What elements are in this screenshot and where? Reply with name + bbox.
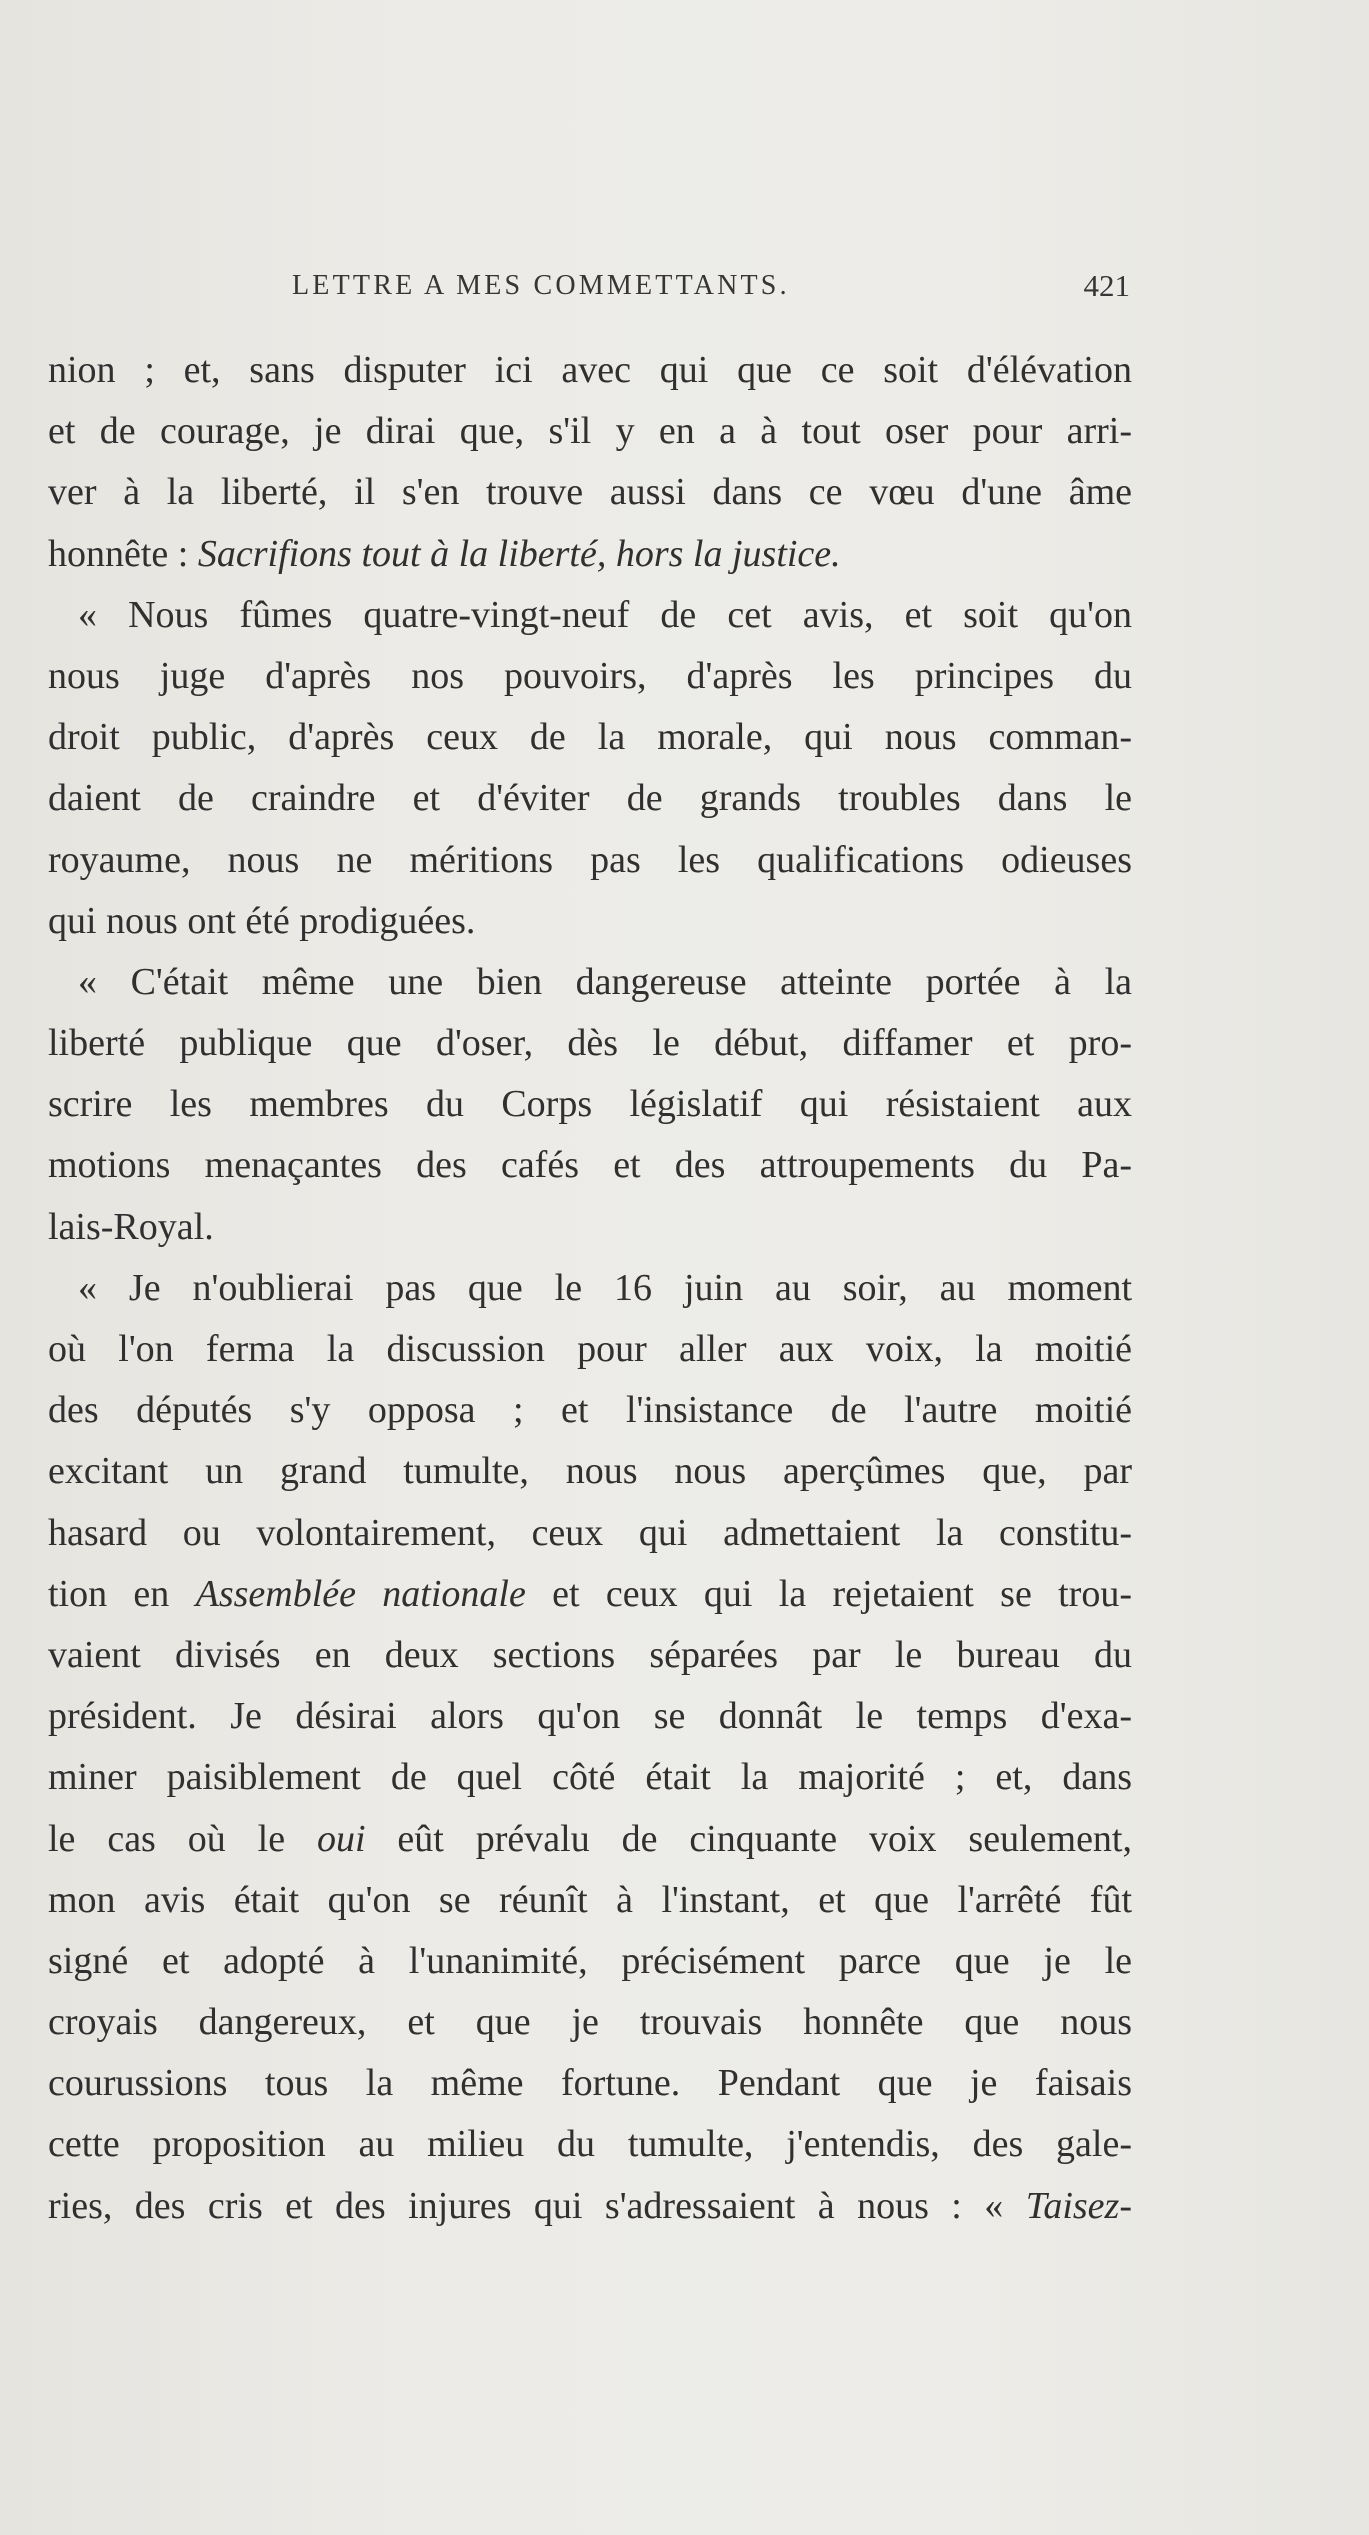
text-line: qui nous ont été prodiguées. [48, 899, 476, 942]
text-line: « C'était même une bien dangereuse atteinte portée à la [78, 960, 1132, 1003]
text-line: « Je n'oublierai pas que le 16 juin au soir, au moment [78, 1266, 1132, 1309]
text-line: courussions tous la même fortune. Pendant que je faisais [48, 2062, 1132, 2105]
running-head [50, 270, 1130, 310]
text-line: scrire les membres du Corps législatif qui résistaient aux [48, 1083, 1132, 1126]
text-line: nous juge d'après nos pouvoirs, d'après les principes du [48, 654, 1132, 697]
text-line: miner paisiblement de quel côté était la majorité ; et, dans [48, 1756, 1132, 1799]
body-text [48, 340, 1132, 2237]
text-line: le cas où le oui eût prévalu de cinquante voix seulement, [48, 1817, 1132, 1860]
text-line: vaient divisés en deux sections séparées par le bureau du [48, 1633, 1132, 1676]
text-line: hasard ou volontairement, ceux qui admettaient la constitu- [48, 1511, 1132, 1554]
text-line: ver à la liberté, il s'en trouve aussi dans ce vœu d'une âme [48, 471, 1132, 514]
text-line: daient de craindre et d'éviter de grands troubles dans le [48, 777, 1132, 820]
text-line: honnête : Sacrifions tout à la liberté, hors la justice. [48, 532, 841, 575]
text-line: royaume, nous ne méritions pas les qualifications odieuses [48, 838, 1132, 881]
text-line: croyais dangereux, et que je trouvais honnête que nous [48, 2001, 1132, 2044]
text-line: liberté publique que d'oser, dès le début, diffamer et pro- [48, 1022, 1132, 1065]
text-line: lais-Royal. [48, 1205, 214, 1248]
page-number: 421 [1083, 268, 1130, 303]
italic-phrase: Assemblée nationale [195, 1572, 526, 1615]
text-line: et de courage, je dirai que, s'il y en a à tout oser pour arri- [48, 410, 1132, 453]
italic-phrase: Sacrifions tout à la liberté, hors la justice. [197, 532, 841, 575]
text-line: président. Je désirai alors qu'on se donnât le temps d'exa- [48, 1695, 1132, 1738]
italic-word: Taisez- [1025, 2184, 1132, 2227]
italic-word: oui [316, 1817, 366, 1860]
text-line: mon avis était qu'on se réunît à l'instant, et que l'arrêté fût [48, 1878, 1132, 1921]
running-title: LETTRE A MES COMMETTANTS. [292, 270, 790, 301]
text-line: des députés s'y opposa ; et l'insistance de l'autre moitié [48, 1389, 1132, 1432]
text-line: où l'on ferma la discussion pour aller aux voix, la moitié [48, 1328, 1132, 1370]
text-line: droit public, d'après ceux de la morale, qui nous comman- [48, 716, 1132, 759]
text-line: cette proposition au milieu du tumulte, j'entendis, des gale- [48, 2123, 1132, 2166]
text-line: ries, des cris et des injures qui s'adressaient à nous : « Taisez- [48, 2184, 1132, 2227]
text-line: nion ; et, sans disputer ici avec qui que ce soit d'élévation [48, 349, 1132, 391]
text-line: « Nous fûmes quatre-vingt-neuf de cet avis, et soit qu'on [78, 593, 1132, 636]
text-line: signé et adopté à l'unanimité, précisément parce que je le [48, 1939, 1132, 1982]
text-line: tion en Assemblée nationale et ceux qui la rejetaient se trou- [48, 1572, 1132, 1615]
text-line: motions menaçantes des cafés et des attroupements du Pa- [48, 1144, 1132, 1187]
text-line: excitant un grand tumulte, nous nous aperçûmes que, par [48, 1450, 1132, 1493]
